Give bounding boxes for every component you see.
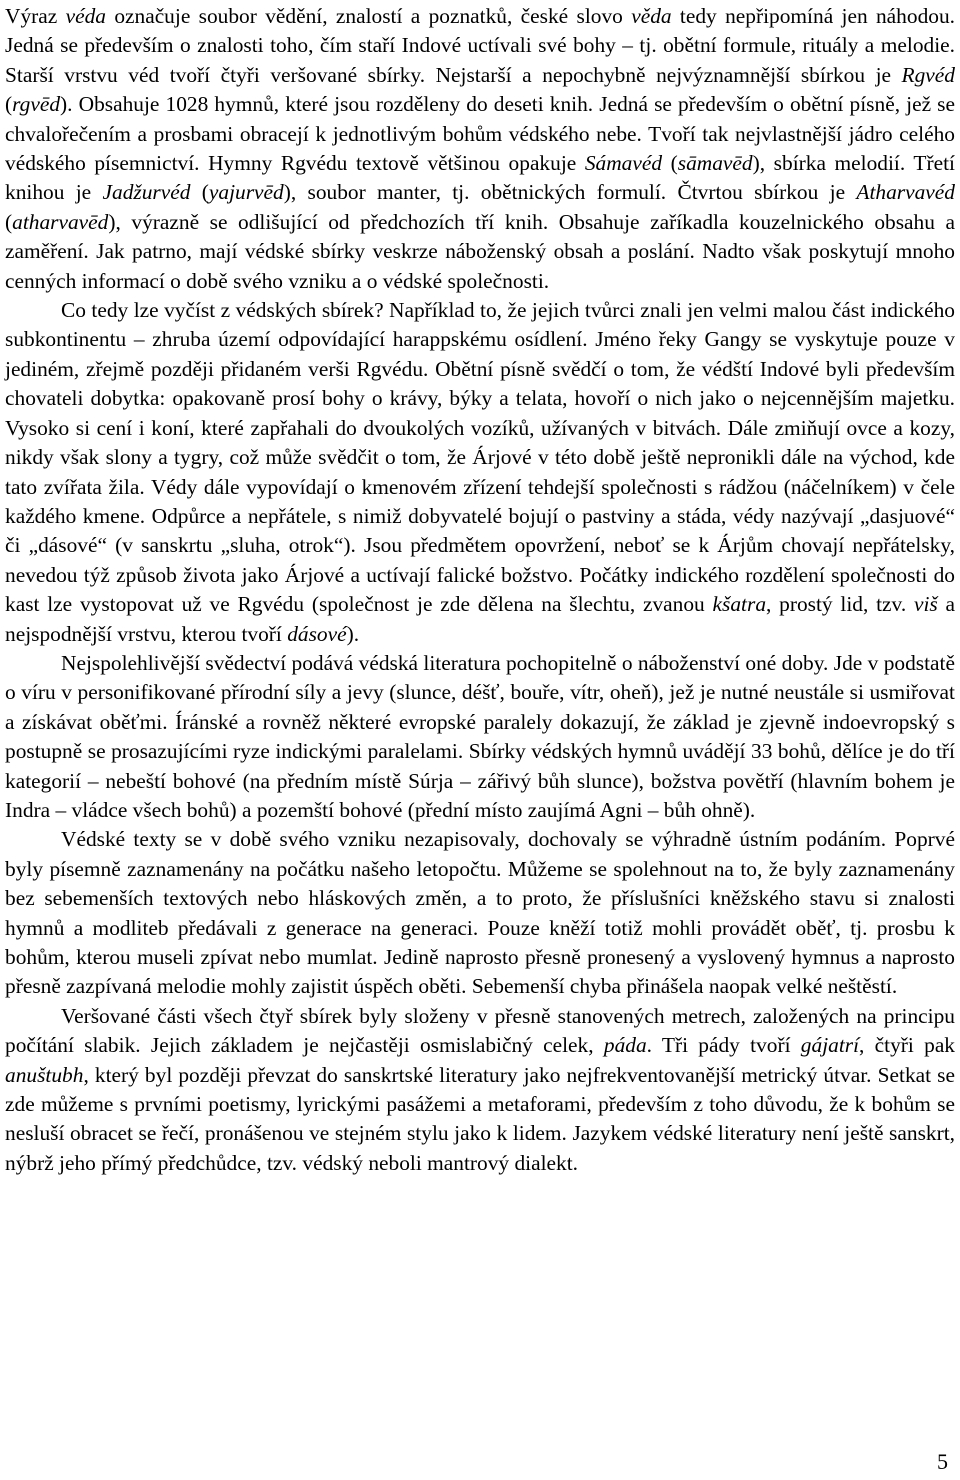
text-run: ), sbírka melodií. Třetí knihou je — [5, 151, 955, 205]
paragraph — [5, 649, 955, 825]
page-number: 5 — [937, 1449, 948, 1474]
italic-term: anuštubh — [5, 1062, 84, 1087]
text-run: ( — [662, 151, 678, 176]
text-run: Nejspolehlivější svědectví podává védská literatura pochopitelně o náboženství oné doby. Jde v podstatě o víru v personifikované přírodní síly a jevy (slunce, déšť, bouře, vítr, oheň), jež je nutné neustále si usmiřovat a získávat oběťmi. Íránské a rovněž některé evropské paralely dokazují, že základ je zjevně indoevropský s postupně se prosazujícími ryze indickými paralelami. Sbírky védských hymnů uvádějí 33 bohů, dělíce je do tří kategorií – nebeští bohové (na předním místě Súrja – zářivý bůh slunce), božstva povětří (hlavním bohem je Indra – vládce všech bohů) a pozemští bohové (přední místo zaujímá Agni – bůh ohně). — [5, 650, 955, 822]
italic-term: yajurvēd — [208, 180, 284, 205]
italic-term: kšatra — [712, 592, 767, 617]
paragraph — [5, 2, 955, 296]
paragraph — [5, 1002, 955, 1178]
text-run: a nejspodnější vrstvu, kterou tvoří — [5, 592, 956, 646]
text-run: ( — [5, 92, 13, 117]
text-run: , který byl později převzat do sanskrtské literatury jako nejfrekventovanější metrický útvar. Setkat se zde můžeme s prvními poetismy, lyrickými pasážemi a metaforami, především z toho důvodu, že k bohům se nesluší obracet se řečí, pronášenou ve stejném stylu jako k lidem. Jazykem védské literatury není ještě sanskrt, nýbrž jeho přímý předchůdce, tzv. védský neboli mantrový dialekt. — [5, 1062, 955, 1175]
document-page — [5, 2, 956, 1474]
italic-term: Rgvéd — [901, 62, 955, 87]
text-run: ), výrazně se odlišující od předchozích tří knih. Obsahuje zaříkadla kouzelnického obsahu a zaměření. Jak patrno, mají védské sbírky veskrze náboženský obsah a poslání. Nadto však poskytují mnoho cenných informací o době svého vzniku a o védské společnosti. — [5, 209, 955, 293]
text-run: ( — [5, 209, 13, 234]
text-run: Veršované části všech čtyř sbírek byly složeny v přesně stanovených metrech, založených na principu počítání slabik. Jejich základem je nejčastěji osmislabičný celek, — [5, 1003, 955, 1058]
italic-term: páda — [603, 1033, 647, 1058]
italic-term: Atharvavéd — [856, 180, 955, 205]
italic-term: atharvavēd — [12, 209, 109, 234]
italic-term: Jadžurvéd — [102, 180, 191, 205]
text-run: , prostý lid, tzv. — [766, 592, 914, 617]
italic-term: věda — [631, 4, 672, 28]
text-run: Védské texty se v době svého vzniku nezapisovaly, dochovaly se výhradně ústním podáním. Poprvé byly písemně zaznamenány na počátku našeho letopočtu. Můžeme se spolehnout na to, že byly zaznamenány bez sebemenších textových nebo hláskových změn, a to proto, že příslušníci kněžského stavu si znalosti hymnů a modliteb předávali z generace na generaci. Pouze kněží totiž mohli provádět oběť, tj. prosbu k bohům, kterou museli zpívat nebo mumlat. Jedině naprosto přesně pronesený a vyslovený hymnus a naprosto přesně zazpívaná melodie mohly zajistit úspěch oběti. Sebemenší chyba přinášela naopak velké neštěstí. — [5, 827, 955, 999]
paragraph — [5, 296, 955, 649]
text-run: ). — [346, 621, 360, 646]
text-run: označuje soubor vědění, znalostí a poznatků, české slovo — [105, 4, 632, 28]
text-run: Co tedy lze vyčíst z védských sbírek? Například to, že jejich tvůrci znali jen velmi malou část indického subkontinentu – zhruba území odpovídající harappskému osídlení. Jméno řeky Gangy se vyskytuje pouze v jediném, zřejmě později přidaném verši Rgvédu. Obětní písně svědčí o tom, že védští Indové byli především chovateli dobytka: opakovaně prosí bohy o krávy, býky a telata, hovoří o nich jako o nejcennějším majetku. Vysoko si cení i koní, které zapřahali do dvoukolých vozíků, užívaných v bitvách. Dále zmiňují ovce a kozy, nikdy však slony a tygry, což může svědčit o tom, že Árjové v této době ještě nepronikli dále na východ, kde tato zvířata žila. Védy dále vypovídají o kmenovém zřízení tehdejší společnosti s rádžou (náčelníkem) v čele každého kmene. Odpůrce a nepřátele, s nimiž dobyvatelé bojují o pastviny a stáda, védy nazývají „dasjuové“ či „dásové“ (v sanskrtu „sluha, otrok“). Jsou předmětem opovržení, neboť se k Árjům chovají nepřátelsky, nevedou týž způsob života jako Árjové a uctívají falické božstvo. Počátky indického rozdělení společnosti do kast lze vystopovat už ve Rgvédu (společnost je zde dělena na šlechtu, zvanou — [5, 298, 955, 617]
italic-term: véda — [65, 4, 106, 28]
text-run: ). Obsahuje 1028 hymnů, které jsou rozděleny do deseti knih. Jedná se především o obětní písně, jež se chvalořečením a prosbami obracejí k jednotlivým bohům védského nebe. Tvoří tak nejvlastnější jádro celého védského písemnictví. Hymny Rgvédu textově většinou opakuje — [5, 92, 955, 176]
italic-term: viš — [913, 592, 938, 617]
italic-term: dásové — [287, 621, 347, 646]
body-text — [5, 2, 955, 1178]
paragraph — [5, 825, 955, 1001]
text-run: , čtyři pak — [859, 1033, 956, 1058]
text-run: ), soubor manter, tj. obětnických formulí. Čtvrtou sbírkou je — [283, 180, 857, 205]
text-run: . Tři pády tvoří — [646, 1033, 801, 1058]
text-run: tedy nepřipomíná jen náhodou. Jedná se především o znalosti toho, čím staří Indové uctívali své bohy – tj. obětní formule, rituály a melodie. Starší vrstvu véd tvoří čtyři veršované sbírky. Nejstarší a nepochybně nejvýznamnější sbírkou je — [5, 4, 955, 87]
text-run: ( — [190, 180, 209, 205]
italic-term: gájatrí — [800, 1033, 860, 1058]
italic-term: rgvēd — [12, 92, 61, 117]
text-run: Výraz — [5, 4, 66, 28]
italic-term: Sámavéd — [584, 151, 663, 176]
italic-term: sāmavēd — [677, 151, 753, 176]
